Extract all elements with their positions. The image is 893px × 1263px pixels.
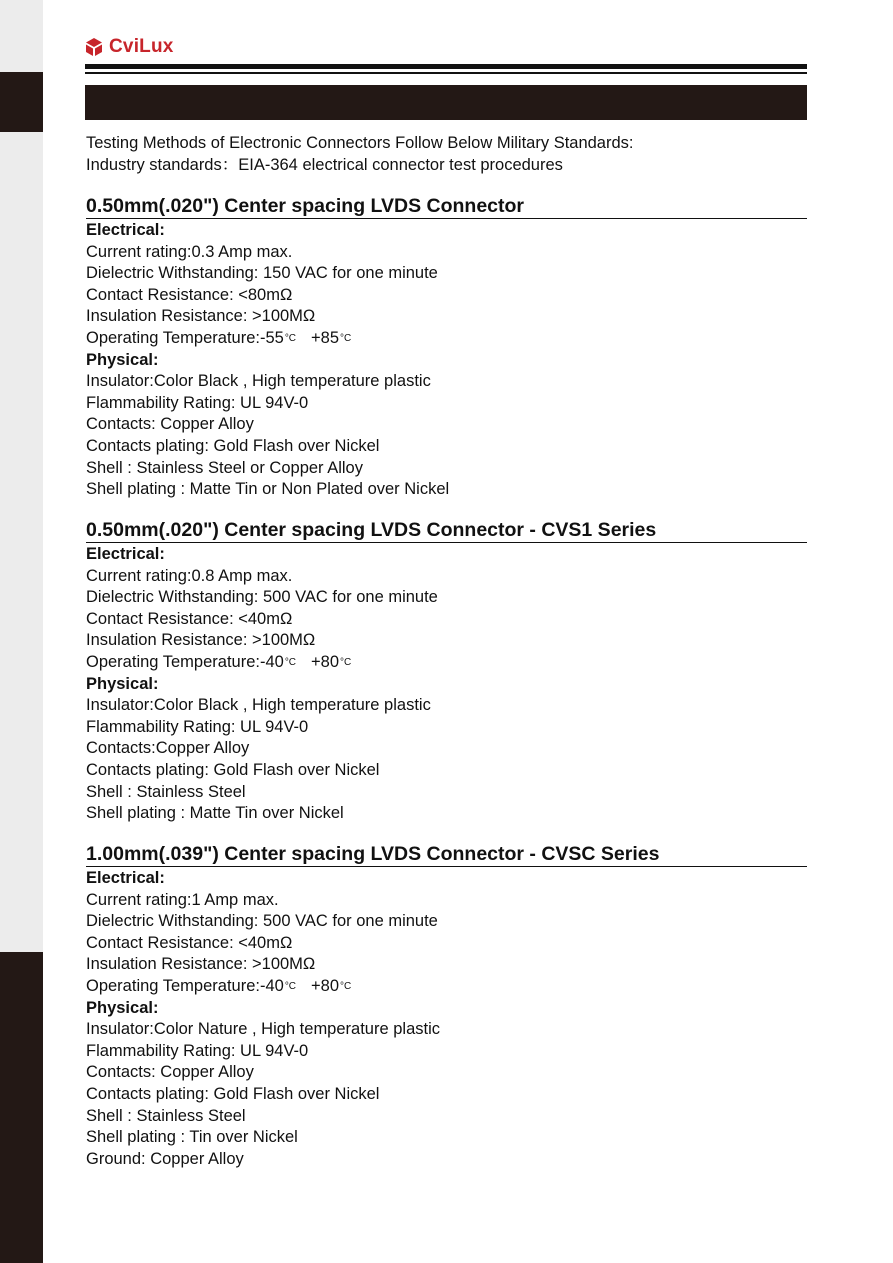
insulation-resistance: Insulation Resistance: >100MΩ [86,631,316,650]
electrical-label: Electrical: [86,545,165,563]
current-rating: Current rating:1 Amp max. [86,890,279,909]
physical-spec: Ground: Copper Alloy [86,1149,244,1168]
physical-spec: Contacts:Copper Alloy [86,739,250,758]
physical-spec: Flammability Rating: UL 94V-0 [86,717,309,736]
logo-mark-icon [84,37,104,57]
degree-unit: °C [340,332,352,344]
physical-spec: Contacts plating: Gold Flash over Nickel [86,1084,380,1103]
physical-label: Physical: [86,674,159,693]
spec-section-1 [86,194,807,501]
temp-high: +80 [311,652,340,671]
section-heading: 0.50mm(.020") Center spacing LVDS Connector - CVS1 Series [86,518,807,543]
chapter-tab-bottom [0,952,43,1263]
physical-spec: Insulator:Color Black , High temperature plastic [86,372,431,391]
physical-spec: Shell : Stainless Steel or Copper Alloy [86,458,363,477]
current-rating: Current rating:0.8 Amp max. [86,566,293,585]
physical-spec: Shell plating : Matte Tin over Nickel [86,804,344,823]
spec-section-2 [86,518,807,825]
brand-name: CviLux [109,36,174,57]
physical-label: Physical: [86,350,159,369]
physical-label: Physical: [86,998,159,1017]
section-heading: 1.00mm(.039") Center spacing LVDS Connector - CVSC Series [86,842,807,867]
temp-high: +85 [311,328,340,347]
intro-line-2: Industry standards：EIA-364 electrical connector test procedures [86,155,563,174]
temp-low: Operating Temperature:-40 [86,652,284,671]
operating-temperature [86,652,807,674]
operating-temperature [86,328,807,350]
contact-resistance: Contact Resistance: <40mΩ [86,933,293,952]
temp-low: Operating Temperature:-55 [86,328,284,347]
electrical-label: Electrical: [86,869,165,887]
dielectric-withstanding: Dielectric Withstanding: 500 VAC for one minute [86,912,438,931]
degree-unit: °C [340,980,352,992]
degree-unit: °C [284,656,297,668]
electrical-label: Electrical: [86,221,165,239]
current-rating: Current rating:0.3 Amp max. [86,242,293,261]
header-rule-thick [85,64,807,69]
physical-spec: Contacts plating: Gold Flash over Nickel [86,760,380,779]
contact-resistance: Contact Resistance: <80mΩ [86,285,293,304]
temp-low: Operating Temperature:-40 [86,976,284,995]
degree-unit: °C [284,980,297,992]
physical-spec: Flammability Rating: UL 94V-0 [86,393,309,412]
physical-spec: Insulator:Color Nature , High temperature plastic [86,1020,440,1039]
physical-spec: Flammability Rating: UL 94V-0 [86,1041,309,1060]
physical-spec: Shell : Stainless Steel [86,782,246,801]
temp-high: +80 [311,976,340,995]
physical-spec: Contacts plating: Gold Flash over Nickel [86,436,380,455]
operating-temperature [86,976,807,998]
spec-section-3 [86,842,807,1170]
physical-spec: Contacts: Copper Alloy [86,1063,254,1082]
title-bar [85,85,807,120]
contact-resistance: Contact Resistance: <40mΩ [86,609,293,628]
intro-line-1: Testing Methods of Electronic Connectors Follow Below Military Standards: [86,134,634,152]
dielectric-withstanding: Dielectric Withstanding: 150 VAC for one minute [86,264,438,283]
insulation-resistance: Insulation Resistance: >100MΩ [86,307,316,326]
physical-spec: Contacts: Copper Alloy [86,415,254,434]
physical-spec: Insulator:Color Black , High temperature plastic [86,696,431,715]
insulation-resistance: Insulation Resistance: >100MΩ [86,955,316,974]
degree-unit: °C [340,656,352,668]
intro-text [86,133,806,176]
physical-spec: Shell : Stainless Steel [86,1106,246,1125]
chapter-tab-top [0,72,43,132]
section-heading: 0.50mm(.020") Center spacing LVDS Connector [86,194,807,219]
dielectric-withstanding: Dielectric Withstanding: 500 VAC for one minute [86,588,438,607]
physical-spec: Shell plating : Tin over Nickel [86,1128,298,1147]
brand-logo [84,36,174,58]
header-rule-thin [85,72,807,74]
degree-unit: °C [284,332,297,344]
physical-spec: Shell plating : Matte Tin or Non Plated over Nickel [86,480,450,499]
